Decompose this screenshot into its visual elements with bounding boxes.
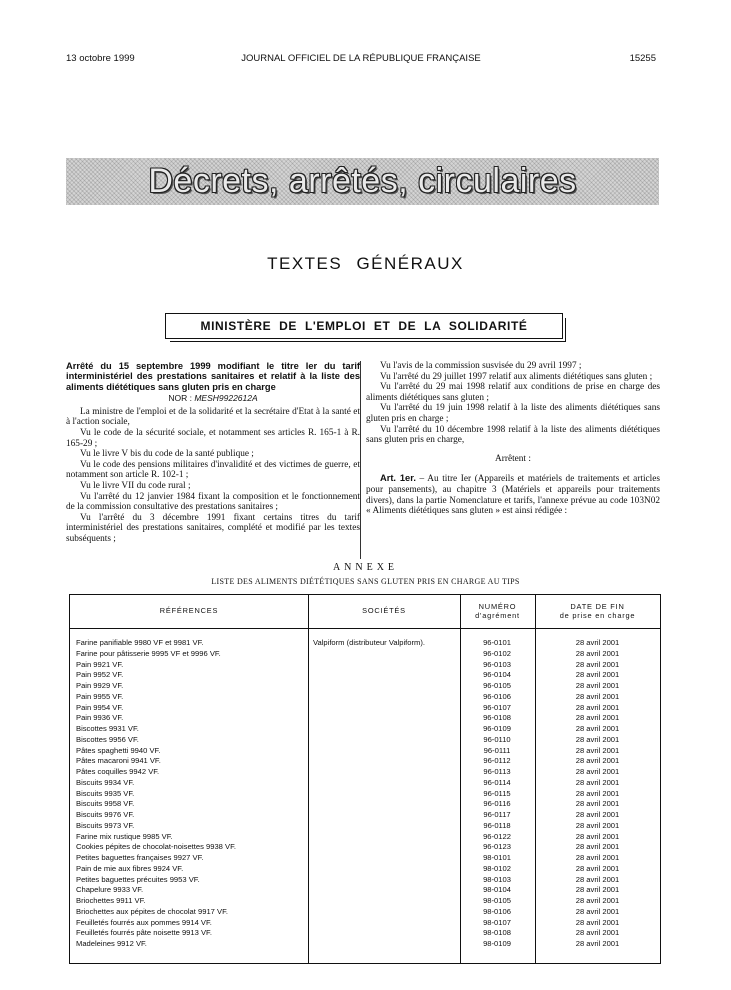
gluten-free-foods-table [69, 594, 661, 964]
agrement-number-cell: 98-0107 [483, 917, 511, 927]
society-cell: Valpiform (distributeur Valpiform). [313, 638, 425, 647]
table-row [70, 756, 660, 767]
agrement-number-cell: 96-0102 [483, 648, 511, 658]
ministry-name: MINISTÈRE DE L'EMPLOI ET DE LA SOLIDARITÉ [200, 319, 528, 333]
article-1-label: Art. 1er. [380, 473, 416, 484]
end-date-cell: 28 avril 2001 [575, 648, 620, 658]
end-date-cell: 28 avril 2001 [575, 691, 620, 701]
section-title: TEXTES GÉNÉRAUX [267, 254, 464, 273]
paragraph: Vu le code de la sécurité sociale, et notamment ses articles R. 165-1 à R. 165-29 ; [66, 428, 360, 449]
table-row [70, 821, 660, 832]
annexe-title: ANNEXE [332, 562, 399, 573]
article-1 [366, 473, 660, 516]
end-date-cell: 28 avril 2001 [575, 745, 620, 755]
table-row [70, 681, 660, 692]
banner-title: Décrets, arrêtés, circulaires [148, 162, 577, 200]
agrement-number-cell: 98-0103 [483, 874, 511, 884]
paragraph: Vu l'arrêté du 29 mai 1998 relatif aux conditions de prise en charge des aliments diététiques sans gluten ; [366, 382, 660, 403]
table-row [70, 853, 660, 864]
table-row [70, 778, 660, 789]
agrement-number-cell: 96-0112 [483, 756, 511, 766]
reference-cell: Briochettes aux pépites de chocolat 9917 VF. [76, 906, 228, 916]
reference-cell: Farine panifiable 9980 VF et 9981 VF. [76, 638, 204, 647]
agrement-number-cell: 96-0115 [483, 788, 511, 798]
table-row [70, 703, 660, 714]
paragraph: Vu l'arrêté du 12 janvier 1984 fixant la composition et le fonctionnement de la commission consultative des prestations sanitaires ; [66, 491, 360, 513]
reference-cell: Pain 9936 VF. [76, 713, 124, 723]
table-row [70, 649, 660, 660]
reference-cell: Chapelure 9933 VF. [76, 885, 144, 895]
arrete-title: Arrêté du 15 septembre 1999 modifiant le titre Ier du tarif interministériel des prestations sanitaires et relatif à la liste des aliments diététiques sans gluten pris en charge [66, 361, 360, 392]
agrement-number-cell: 98-0106 [483, 906, 511, 916]
table-row [70, 713, 660, 724]
reference-cell: Briochettes 9911 VF. [76, 896, 146, 905]
agrement-number-cell: 98-0108 [483, 928, 511, 938]
table-body [70, 638, 660, 950]
agrement-number-cell: 96-0101 [483, 638, 511, 647]
reference-cell: Madeleines 9912 VF. [76, 939, 147, 948]
end-date-cell: 28 avril 2001 [575, 799, 620, 809]
agrement-number-cell: 96-0106 [483, 691, 511, 701]
end-date-cell: 28 avril 2001 [575, 928, 620, 938]
agrement-number-cell: 96-0118 [483, 820, 511, 830]
reference-cell: Petites baguettes françaises 9927 VF. [76, 853, 204, 862]
agrement-number-cell: 96-0103 [483, 659, 511, 669]
reference-cell: Biscottes 9956 VF. [76, 734, 139, 744]
right-paragraphs [366, 361, 660, 446]
reference-cell: Biscuits 9935 VF. [76, 788, 135, 798]
end-date-cell: 28 avril 2001 [575, 896, 620, 905]
agrement-number-cell: 98-0101 [483, 853, 511, 862]
reference-cell: Pain 9954 VF. [76, 702, 124, 712]
end-date-cell: 28 avril 2001 [575, 842, 620, 852]
table-header [70, 595, 660, 629]
reference-cell: Farine mix rustique 9985 VF. [76, 831, 173, 841]
table-row [70, 670, 660, 681]
agrement-number-cell: 96-0122 [483, 831, 511, 841]
end-date-cell: 28 avril 2001 [575, 638, 620, 647]
agrement-number-cell: 98-0105 [483, 896, 511, 905]
reference-cell: Pâtes macaroni 9941 VF. [76, 756, 161, 766]
paragraph: Vu l'arrêté du 19 juin 1998 relatif à la liste des aliments diététiques sans gluten pris en charge ; [366, 403, 660, 424]
table-row [70, 660, 660, 671]
agrement-number-cell: 96-0111 [483, 745, 511, 755]
paragraph: La ministre de l'emploi et de la solidarité et la secrétaire d'Etat à la santé et à l'action sociale, [66, 406, 360, 428]
paragraph: Vu le code des pensions militaires d'invalidité et des victimes de guerre, et notamment son article R. 102-1 ; [66, 459, 360, 481]
table-row [70, 918, 660, 929]
reference-cell: Biscuits 9934 VF. [76, 777, 135, 787]
ministry-box [165, 313, 563, 339]
agrement-number-cell: 96-0117 [483, 810, 511, 819]
table-row [70, 799, 660, 810]
end-date-cell: 28 avril 2001 [575, 831, 620, 841]
table-row [70, 638, 660, 649]
header-numero: NUMÉRO d'agrément [475, 602, 520, 620]
agrement-number-cell: 96-0116 [483, 799, 511, 809]
agrement-number-cell: 96-0114 [483, 777, 511, 787]
table-row [70, 692, 660, 703]
table-row [70, 896, 660, 907]
end-date-cell: 28 avril 2001 [575, 724, 620, 733]
table-row [70, 864, 660, 875]
nor-code: MESH9922612A [194, 393, 258, 404]
end-date-cell: 28 avril 2001 [575, 734, 620, 744]
table-row [70, 875, 660, 886]
annexe-subtitle: LISTE DES ALIMENTS DIÉTÉTIQUES SANS GLUTEN PRIS EN CHARGE AU TIPS [211, 577, 520, 586]
left-paragraphs [66, 407, 360, 545]
article-1-text: – Au titre Ier (Appareils et matériels de traitements et articles pour pansements), au chapitre 3 (Matériels et appareils pour traitements divers), dans la partie Nomenclature et tarifs, l'annexe prévue au code 103N02 « Aliments diététiques sans gluten » est ainsi rédigée : [366, 474, 660, 517]
nor-label: NOR : [168, 393, 192, 404]
nor-reference [66, 393, 360, 404]
table-row [70, 939, 660, 950]
table-row [70, 907, 660, 918]
agrement-number-cell: 98-0102 [483, 863, 511, 873]
agrement-number-cell: 98-0109 [483, 939, 511, 948]
table-row [70, 724, 660, 735]
agrement-number-cell: 96-0105 [483, 681, 511, 690]
reference-cell: Pain 9955 VF. [76, 691, 124, 701]
end-date-cell: 28 avril 2001 [575, 670, 620, 680]
column-divider [360, 361, 361, 559]
table-row [70, 746, 660, 757]
agrement-number-cell: 96-0123 [483, 842, 511, 852]
table-row [70, 885, 660, 896]
left-column [66, 361, 360, 545]
reference-cell: Pâtes coquilles 9942 VF. [76, 767, 160, 776]
end-date-cell: 28 avril 2001 [575, 756, 620, 766]
end-date-cell: 28 avril 2001 [575, 917, 620, 927]
agrement-number-cell: 96-0113 [483, 767, 511, 776]
paragraph: Vu le livre VII du code rural ; [80, 480, 191, 491]
agrement-number-cell: 96-0108 [483, 713, 511, 723]
table-row [70, 810, 660, 821]
paragraph: Vu l'arrêté du 3 décembre 1991 fixant certains titres du tarif interministériel des prestations sanitaires, complété et modifié par les textes subséquents ; [66, 512, 360, 544]
agrement-number-cell: 96-0110 [483, 734, 511, 744]
reference-cell: Petites baguettes précuites 9953 VF. [76, 874, 200, 884]
table-row [70, 789, 660, 800]
agrement-number-cell: 96-0109 [483, 724, 511, 733]
paragraph: Vu l'arrêté du 10 décembre 1998 relatif à la liste des aliments diététiques sans gluten pris en charge, [366, 424, 660, 446]
reference-cell: Biscottes 9931 VF. [76, 724, 139, 733]
header-societes: SOCIÉTÉS [362, 606, 406, 616]
reference-cell: Cookies pépites de chocolat-noisettes 9938 VF. [76, 842, 236, 852]
reference-cell: Feuilletés fourrés aux pommes 9914 VF. [76, 917, 212, 927]
reference-cell: Farine pour pâtisserie 9995 VF et 9996 VF. [76, 648, 221, 658]
end-date-cell: 28 avril 2001 [575, 702, 620, 712]
end-date-cell: 28 avril 2001 [575, 777, 620, 787]
paragraph: Vu l'arrêté du 29 juillet 1997 relatif aux aliments diététiques sans gluten ; [380, 371, 653, 382]
reference-cell: Pain 9952 VF. [76, 670, 124, 680]
reference-cell: Feuilletés fourrés pâte noisette 9913 VF. [76, 928, 212, 938]
end-date-cell: 28 avril 2001 [575, 659, 620, 669]
end-date-cell: 28 avril 2001 [575, 906, 620, 916]
table-row [70, 832, 660, 843]
journal-title: JOURNAL OFFICIEL DE LA RÉPUBLIQUE FRANÇAISE [241, 53, 481, 64]
reference-cell: Pain 9929 VF. [76, 681, 124, 690]
right-column [366, 361, 660, 517]
page-number: 15255 [629, 53, 656, 64]
table-row [70, 928, 660, 939]
end-date-cell: 28 avril 2001 [575, 713, 620, 723]
end-date-cell: 28 avril 2001 [575, 681, 620, 690]
table-row [70, 842, 660, 853]
issue-date: 13 octobre 1999 [66, 53, 135, 64]
reference-cell: Pain 9921 VF. [76, 659, 124, 669]
end-date-cell: 28 avril 2001 [575, 820, 620, 830]
reference-cell: Pâtes spaghetti 9940 VF. [76, 745, 161, 755]
header-date-fin: DATE DE FIN de prise en charge [559, 602, 636, 620]
header-references: RÉFÉRENCES [159, 606, 219, 616]
table-row [70, 735, 660, 746]
end-date-cell: 28 avril 2001 [575, 874, 620, 884]
agrement-number-cell: 96-0107 [483, 702, 511, 712]
page-header [66, 53, 656, 67]
end-date-cell: 28 avril 2001 [575, 767, 620, 776]
paragraph: Vu le livre V bis du code de la santé publique ; [80, 449, 254, 460]
reference-cell: Biscuits 9958 VF. [76, 799, 135, 809]
agrement-number-cell: 98-0104 [483, 885, 511, 895]
paragraph: Vu l'avis de la commission susvisée du 29 avril 1997 ; [380, 361, 582, 371]
end-date-cell: 28 avril 2001 [575, 788, 620, 798]
reference-cell: Biscuits 9976 VF. [76, 810, 135, 819]
end-date-cell: 28 avril 2001 [575, 885, 620, 895]
section-banner [66, 158, 659, 205]
end-date-cell: 28 avril 2001 [575, 853, 620, 862]
end-date-cell: 28 avril 2001 [575, 939, 620, 948]
agrement-number-cell: 96-0104 [483, 670, 511, 680]
end-date-cell: 28 avril 2001 [575, 810, 620, 819]
end-date-cell: 28 avril 2001 [575, 863, 620, 873]
arretent-line: Arrêtent : [495, 453, 531, 464]
reference-cell: Biscuits 9973 VF. [76, 820, 135, 830]
table-row [70, 767, 660, 778]
reference-cell: Pain de mie aux fibres 9924 VF. [76, 863, 184, 873]
